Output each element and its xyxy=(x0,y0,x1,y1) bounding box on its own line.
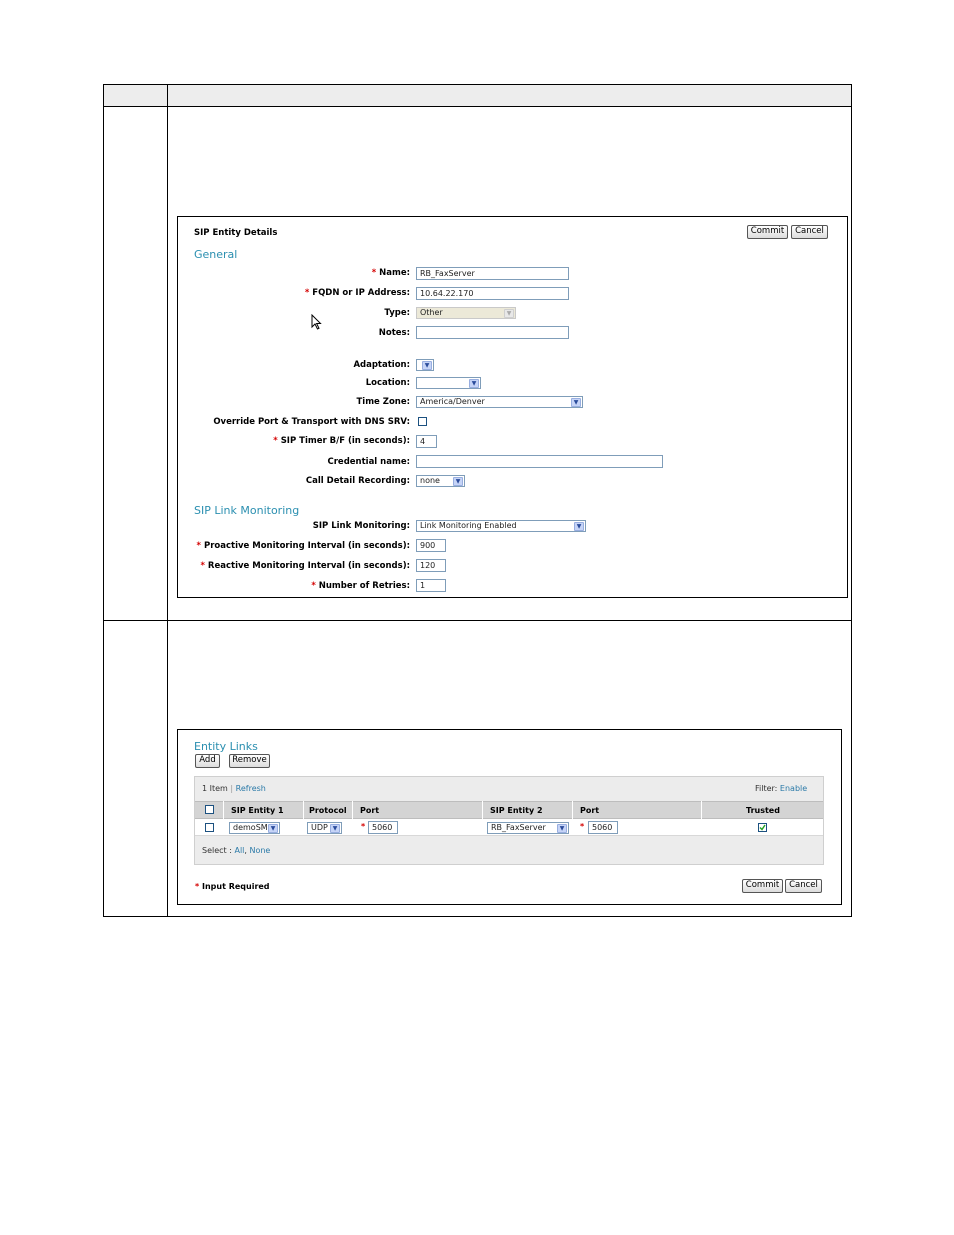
monitoring-section-heading: SIP Link Monitoring xyxy=(194,504,300,517)
chevron-down-icon: ▼ xyxy=(504,309,514,318)
commit-button[interactable]: Commit xyxy=(747,225,788,239)
timezone-select-value: America/Denver xyxy=(420,397,485,406)
link-monitoring-label: SIP Link Monitoring: xyxy=(312,521,410,531)
fqdn-input[interactable]: 10.64.22.170 xyxy=(416,287,569,300)
input-required-note xyxy=(195,882,270,891)
override-label: Override Port & Transport with DNS SRV: xyxy=(213,417,410,427)
required-marker: * xyxy=(195,882,200,891)
row-sip-entity-2-select[interactable] xyxy=(487,822,569,834)
proactive-label-text: Proactive Monitoring Interval (in seconds): xyxy=(203,541,410,551)
row-sip-entity-1-value: demoSM xyxy=(233,823,268,832)
cancel-button[interactable]: Cancel xyxy=(791,225,828,239)
type-select-value: Other xyxy=(420,308,443,317)
notes-input[interactable] xyxy=(416,326,569,339)
col-div xyxy=(303,801,304,819)
select-comma: , xyxy=(244,846,247,855)
toolbar-separator: | xyxy=(230,784,234,793)
panel-title: SIP Entity Details xyxy=(194,228,278,238)
chevron-down-icon: ▼ xyxy=(268,824,278,833)
item-count: 1 Item xyxy=(202,784,228,793)
retries-label xyxy=(311,581,410,591)
timezone-label: Time Zone: xyxy=(356,397,410,407)
remove-button[interactable]: Remove xyxy=(229,754,270,768)
type-select[interactable] xyxy=(416,307,516,319)
links-cancel-button[interactable]: Cancel xyxy=(785,879,822,893)
name-label-text: Name: xyxy=(379,268,410,278)
checkmark-icon xyxy=(759,824,766,831)
chevron-down-icon: ▼ xyxy=(469,379,479,388)
reactive-label-text: Reactive Monitoring Interval (in seconds): xyxy=(207,561,410,571)
required-marker: * xyxy=(580,822,585,831)
add-button[interactable]: Add xyxy=(195,754,220,768)
required-marker: * xyxy=(311,581,316,591)
row-trusted-checkbox[interactable] xyxy=(758,823,767,832)
retries-label-text: Number of Retries: xyxy=(318,581,410,591)
credential-input[interactable] xyxy=(416,455,663,468)
chevron-down-icon: ▼ xyxy=(574,522,584,531)
col-div xyxy=(223,801,224,819)
link-monitoring-select-value: Link Monitoring Enabled xyxy=(420,521,517,530)
table-toolbar xyxy=(202,784,266,793)
doc-table-col-divider-2 xyxy=(167,620,168,917)
chevron-down-icon: ▼ xyxy=(453,477,463,486)
cdr-select[interactable] xyxy=(416,475,465,487)
doc-table-col-divider-header xyxy=(167,84,168,107)
col-header-port-1: Port xyxy=(360,806,380,815)
row-sip-entity-1-select[interactable] xyxy=(229,822,280,834)
col-div xyxy=(701,801,702,819)
required-marker: * xyxy=(371,268,377,278)
col-header-protocol: Protocol xyxy=(309,806,347,815)
entity-links-heading: Entity Links xyxy=(194,740,258,753)
col-header-trusted: Trusted xyxy=(746,806,780,815)
filter-area xyxy=(755,784,807,793)
sip-timer-input[interactable]: 4 xyxy=(416,435,437,448)
proactive-label xyxy=(197,541,410,551)
location-select[interactable] xyxy=(416,377,481,389)
general-section-heading: General xyxy=(194,248,238,261)
credential-label: Credential name: xyxy=(327,457,410,467)
timezone-select[interactable] xyxy=(416,396,583,408)
select-footer xyxy=(202,846,270,855)
row-protocol-select[interactable] xyxy=(307,822,342,834)
doc-table-header-row xyxy=(103,84,852,107)
row-protocol-value: UDP xyxy=(311,823,328,832)
select-label: Select : xyxy=(202,846,232,855)
proactive-input[interactable]: 900 xyxy=(416,539,446,552)
override-checkbox[interactable] xyxy=(418,417,427,426)
row-select-checkbox[interactable] xyxy=(205,823,214,832)
col-div xyxy=(352,801,353,819)
name-label xyxy=(372,268,410,278)
required-marker: * xyxy=(196,541,201,551)
links-commit-button[interactable]: Commit xyxy=(742,879,783,893)
required-marker: * xyxy=(200,561,205,571)
type-label: Type: xyxy=(384,308,410,318)
name-input[interactable]: RB_FaxServer xyxy=(416,267,569,280)
row-port-2-input[interactable]: 5060 xyxy=(588,821,618,834)
col-header-port-2: Port xyxy=(580,806,600,815)
location-label: Location: xyxy=(365,378,410,388)
adaptation-select[interactable] xyxy=(416,359,434,371)
retries-input[interactable]: 1 xyxy=(416,579,446,592)
required-marker: * xyxy=(273,436,278,446)
chevron-down-icon: ▼ xyxy=(557,824,567,833)
col-header-sip-entity-2: SIP Entity 2 xyxy=(490,806,543,815)
input-required-text: Input Required xyxy=(201,882,270,891)
col-div xyxy=(572,801,573,819)
select-all-link[interactable]: All xyxy=(234,846,245,855)
reactive-input[interactable]: 120 xyxy=(416,559,446,572)
required-marker: * xyxy=(361,822,366,831)
col-div xyxy=(482,801,483,819)
filter-enable-link[interactable]: Enable xyxy=(779,784,808,793)
cdr-label: Call Detail Recording: xyxy=(305,476,410,486)
sip-timer-label xyxy=(273,436,410,446)
row-port-1-input[interactable]: 5060 xyxy=(368,821,398,834)
cdr-select-value: none xyxy=(420,476,440,485)
row-sip-entity-2-value: RB_FaxServer xyxy=(491,823,546,832)
adaptation-label: Adaptation: xyxy=(353,360,410,370)
chevron-down-icon: ▼ xyxy=(571,398,581,407)
select-all-checkbox[interactable] xyxy=(205,805,214,814)
col-header-sip-entity-1: SIP Entity 1 xyxy=(231,806,284,815)
filter-label: Filter: xyxy=(755,784,778,793)
fqdn-label-text: FQDN or IP Address: xyxy=(312,288,410,298)
mouse-pointer-icon xyxy=(311,314,323,330)
refresh-link[interactable]: Refresh xyxy=(235,784,266,793)
required-marker: * xyxy=(304,288,310,298)
reactive-label xyxy=(201,561,411,571)
notes-label: Notes: xyxy=(378,328,410,338)
doc-table-col-divider-1 xyxy=(167,106,168,621)
chevron-down-icon: ▼ xyxy=(422,361,432,370)
chevron-down-icon: ▼ xyxy=(330,824,340,833)
fqdn-label xyxy=(305,288,410,298)
link-monitoring-select[interactable] xyxy=(416,520,586,532)
sip-timer-label-text: SIP Timer B/F (in seconds): xyxy=(280,436,410,446)
select-none-link[interactable]: None xyxy=(249,846,271,855)
